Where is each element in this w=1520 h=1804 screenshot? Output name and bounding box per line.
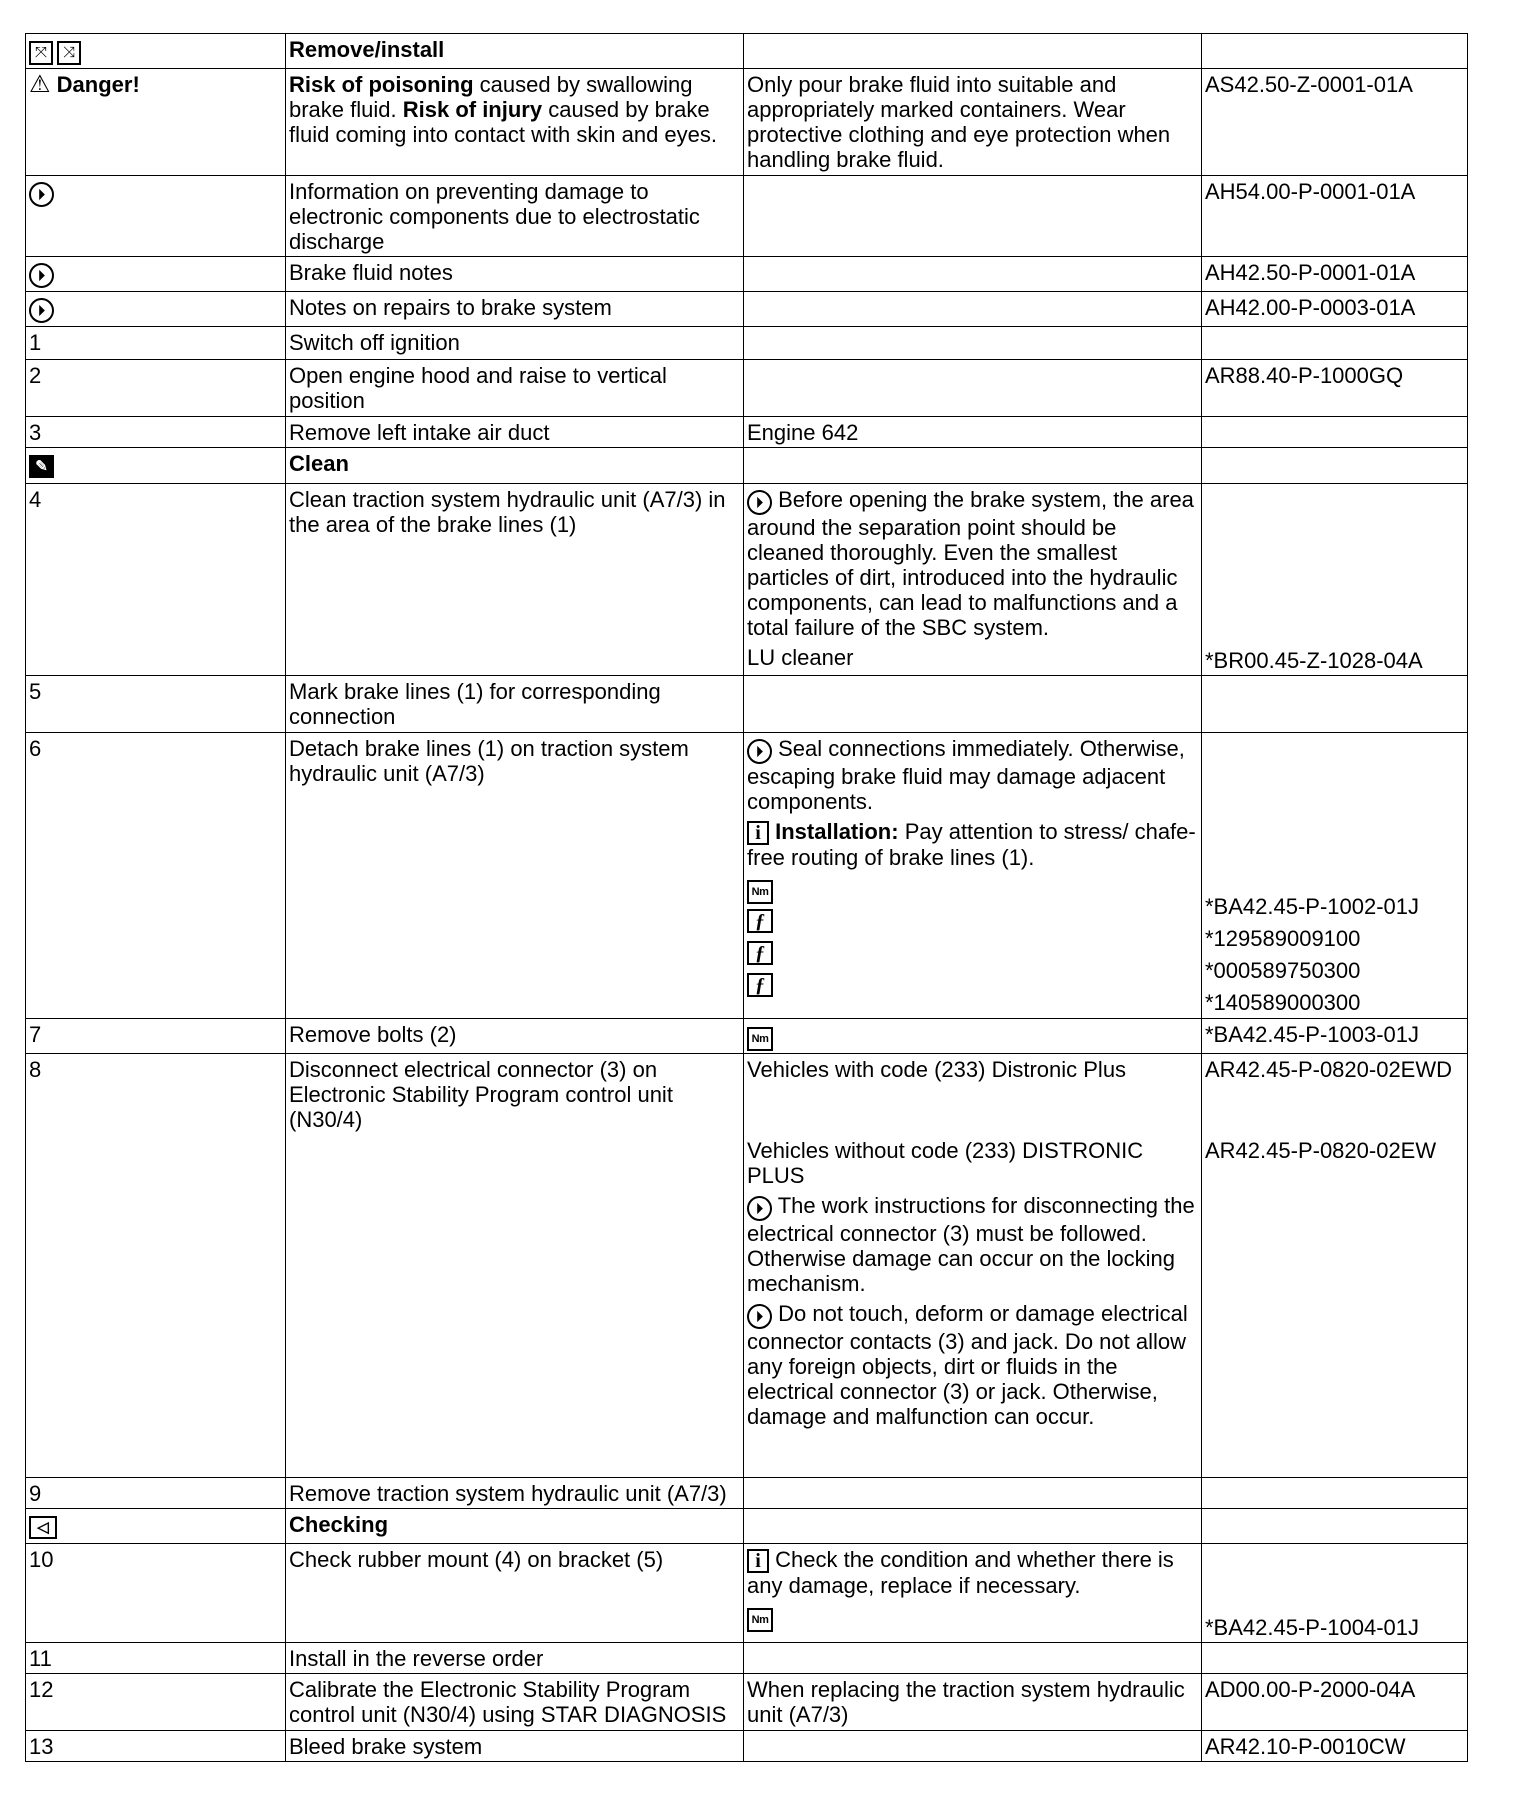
tool-ref: *000589750300	[1205, 958, 1361, 983]
step-row	[26, 1019, 1468, 1054]
step-ref: AR88.40-P-1000GQ	[1202, 360, 1468, 417]
step-info	[744, 360, 1202, 417]
step-number: 10	[26, 1544, 286, 1643]
step-number: 11	[26, 1643, 286, 1674]
step-ref	[1202, 417, 1468, 448]
danger-label: Danger!	[56, 72, 140, 97]
step-number: 3	[26, 417, 286, 448]
check-section-row	[26, 1509, 1468, 1544]
note-icon: ⏵	[29, 182, 54, 207]
step-number: 9	[26, 1478, 286, 1509]
step-number: 13	[26, 1731, 286, 1762]
note-text: Notes on repairs to brake system	[286, 292, 744, 327]
step-text: Open engine hood and raise to vertical position	[286, 360, 744, 417]
step-info: When replacing the traction system hydraulic unit (A7/3)	[744, 1674, 1202, 1731]
step-text: Disconnect electrical connector (3) on Electronic Stability Program control unit (N30/4)	[286, 1054, 744, 1478]
note-text: Information on preventing damage to electronic components due to electrostatic discharge	[286, 176, 744, 257]
step-row	[26, 733, 1468, 1019]
torque-icon: Nm	[747, 1027, 773, 1051]
variant-with-distronic: Vehicles with code (233) Distronic Plus	[747, 1057, 1127, 1082]
info-icon: i	[747, 821, 769, 845]
step-text: Check rubber mount (4) on bracket (5)	[286, 1544, 744, 1643]
step-text: Switch off ignition	[286, 327, 744, 360]
step-row	[26, 676, 1468, 733]
step-number: 8	[26, 1054, 286, 1478]
tool-ref: *140589000300	[1205, 990, 1361, 1015]
step-ref	[1202, 1643, 1468, 1674]
torque-icon: Nm	[747, 1608, 773, 1632]
danger-row	[26, 69, 1468, 176]
step-text: Bleed brake system	[286, 1731, 744, 1762]
step-row	[26, 360, 1468, 417]
step-info	[744, 1019, 1202, 1054]
step-ref: *BA42.45-P-1004-01J	[1202, 1544, 1468, 1643]
step-row	[26, 1674, 1468, 1731]
step-info: Vehicles with code (233) Distronic Plus Vehicles without code (233) DISTRONIC PLUS ⏵ The work instructions for disconnecting the electrical connector (3) must be followed. Otherwise damage can occur on the locking mechanism. ⏵ Do not touch, deform or damage electrical connector contacts (3) and jack. Do not allow any foreign objects, dirt or fluids in the electrical connector (3) or jack. Otherwise, damage and malfunction can occur.	[744, 1054, 1202, 1478]
danger-ref: AS42.50-Z-0001-01A	[1202, 69, 1468, 176]
step-text: Remove bolts (2)	[286, 1019, 744, 1054]
step-text: Remove left intake air duct	[286, 417, 744, 448]
danger-risk: Risk of poisoning caused by swallowing brake fluid. Risk of injury caused by brake fluid coming into contact with skin and eyes.	[286, 69, 744, 176]
step-text: Install in the reverse order	[286, 1643, 744, 1674]
step-number: 2	[26, 360, 286, 417]
note-icon: ⏵	[747, 739, 772, 764]
step-row	[26, 1731, 1468, 1762]
risk-injury: Risk of injury	[402, 97, 543, 122]
step-text: Calibrate the Electronic Stability Program control unit (N30/4) using STAR DIAGNOSIS	[286, 1674, 744, 1731]
step-number: 5	[26, 676, 286, 733]
note-icon: ⏵	[29, 263, 54, 288]
step-ref: *BR00.45-Z-1028-04A	[1202, 484, 1468, 676]
step-ref	[1202, 327, 1468, 360]
step-info	[744, 327, 1202, 360]
step-ref: AR42.10-P-0010CW	[1202, 1731, 1468, 1762]
torque-icon: Nm	[747, 880, 773, 904]
variant-ref: AR42.45-P-0820-02EWD	[1205, 1057, 1453, 1082]
step-row	[26, 1544, 1468, 1643]
note-icon: ⏵	[747, 1196, 772, 1221]
note-icon: ⏵	[747, 1304, 772, 1329]
clean-icon: ✎	[29, 455, 54, 478]
step-number: 4	[26, 484, 286, 676]
step-refs	[1202, 733, 1468, 1019]
install-icon: ⤨	[57, 41, 81, 65]
step-text: Mark brake lines (1) for corresponding connection	[286, 676, 744, 733]
header-row	[26, 34, 1468, 69]
note-icon: ⏵	[747, 490, 772, 515]
check-icon: ◁	[29, 1516, 57, 1539]
note-icon: ⏵	[29, 298, 54, 323]
step-row	[26, 484, 1468, 676]
clean-section-row	[26, 448, 1468, 484]
header-icons	[26, 34, 286, 69]
danger-measure: Only pour brake fluid into suitable and appropriately marked containers. Wear protective clothing and eye protection when handling brake fluid.	[744, 69, 1202, 176]
note-text: Brake fluid notes	[286, 257, 744, 292]
cleaning-material: LU cleaner	[747, 645, 854, 670]
step-info	[744, 1731, 1202, 1762]
step-info: Engine 642	[744, 417, 1202, 448]
step-row	[26, 327, 1468, 360]
step-number: 7	[26, 1019, 286, 1054]
remove-icon: ⤧	[29, 41, 53, 65]
warning-triangle-icon: ⚠	[29, 71, 51, 98]
procedure-table	[25, 33, 1468, 1762]
note-row	[26, 292, 1468, 327]
step-row	[26, 1478, 1468, 1509]
step-number: 1	[26, 327, 286, 360]
variant-without-distronic: Vehicles without code (233) DISTRONIC PLUS	[747, 1138, 1144, 1188]
danger-label-cell	[26, 69, 286, 176]
step-ref: *BA42.45-P-1003-01J	[1202, 1019, 1468, 1054]
clean-label: Clean	[286, 448, 744, 484]
section-title: Remove/install	[286, 34, 744, 69]
note-ref: AH42.50-P-0001-01A	[1202, 257, 1468, 292]
tool-icon: ƒ	[747, 973, 773, 997]
note-ref: AH54.00-P-0001-01A	[1202, 176, 1468, 257]
step-info	[744, 1643, 1202, 1674]
tool-icon: ƒ	[747, 909, 773, 933]
step-info: ⏵ Seal connections immediately. Otherwise, escaping brake fluid may damage adjacent components. i Installation: Pay attention to stress/ chafe-free routing of brake lines (1). Nm ƒ ƒ ƒ	[744, 733, 1202, 1019]
note-row	[26, 176, 1468, 257]
step-refs	[1202, 1054, 1468, 1478]
step-text: Remove traction system hydraulic unit (A7/3)	[286, 1478, 744, 1509]
step-number: 12	[26, 1674, 286, 1731]
step-row	[26, 417, 1468, 448]
check-label: Checking	[286, 1509, 744, 1544]
tool-icon: ƒ	[747, 941, 773, 965]
note-row	[26, 257, 1468, 292]
step-text: Clean traction system hydraulic unit (A7/3) in the area of the brake lines (1)	[286, 484, 744, 676]
info-icon: i	[747, 1549, 769, 1573]
step-info: ⏵ Before opening the brake system, the area around the separation point should be cleaned thoroughly. Even the smallest particles of dirt, introduced into the hydraulic components, can lead to malfunctions and a total failure of the SBC system. LU cleaner	[744, 484, 1202, 676]
step-info: i Check the condition and whether there is any damage, replace if necessary. Nm	[744, 1544, 1202, 1643]
step-ref: AD00.00-P-2000-04A	[1202, 1674, 1468, 1731]
step-number: 6	[26, 733, 286, 1019]
variant-ref: AR42.45-P-0820-02EW	[1205, 1138, 1437, 1163]
risk-poisoning: Risk of poisoning	[289, 72, 474, 97]
note-ref: AH42.00-P-0003-01A	[1202, 292, 1468, 327]
step-row	[26, 1054, 1468, 1478]
step-row	[26, 1643, 1468, 1674]
torque-ref: *BA42.45-P-1002-01J	[1205, 894, 1420, 919]
step-text: Detach brake lines (1) on traction system hydraulic unit (A7/3)	[286, 733, 744, 1019]
tool-ref: *129589009100	[1205, 926, 1361, 951]
